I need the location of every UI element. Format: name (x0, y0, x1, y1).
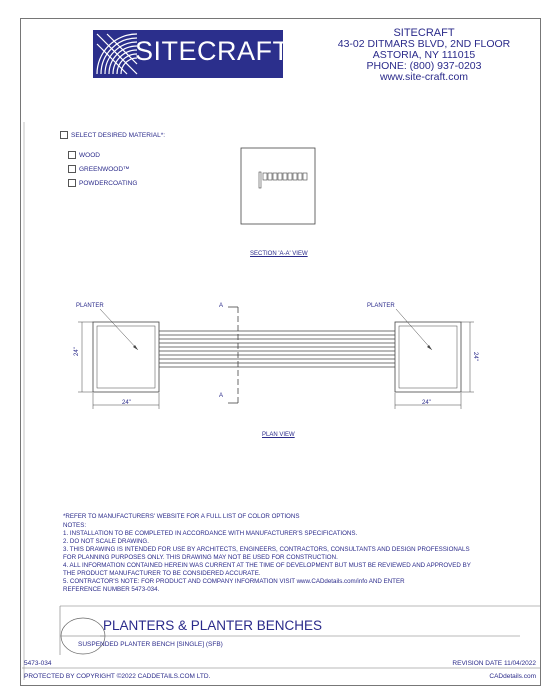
company-website[interactable]: www.site-craft.com (379, 71, 469, 83)
material-option-powdercoating[interactable] (68, 179, 137, 187)
material-heading-checkbox[interactable] (60, 131, 68, 139)
planter-left-label: PLANTER (76, 303, 104, 309)
logo-wordmark: SITECRAFT (135, 36, 290, 66)
drawing-title: PLANTERS & PLANTER BENCHES (103, 618, 323, 633)
section-view-drawing (240, 145, 320, 230)
left-planter-outer (93, 322, 159, 392)
material-heading: SELECT DESIRED MATERIAL*: (71, 131, 166, 139)
planter-right-label: PLANTER (367, 303, 395, 309)
note-line: 3. THIS DRAWING IS INTENDED FOR USE BY ARCHITECTS, ENGINEERS, CONTRACTORS, CONSULTANTS AND DESIGN PROFESSIONALS (63, 546, 470, 553)
sitecraft-logo (93, 30, 290, 78)
note-line: 5. CONTRACTOR'S NOTE: FOR PRODUCT AND COMPANY INFORMATION VISIT www.CADdetails.com/info AND ENTER (63, 578, 405, 585)
greenwood-checkbox[interactable] (68, 165, 76, 173)
reference-number: 5473-034 (24, 660, 52, 667)
plan-view-label: PLAN VIEW (262, 432, 295, 438)
note-line: THE PRODUCT MANUFACTURER TO BE CONSIDERED ACCURATE. (63, 570, 261, 577)
dim-right-width: 24" (422, 400, 431, 406)
company-info (324, 28, 524, 83)
material-heading-row (60, 131, 165, 139)
material-option-label: WOOD (79, 151, 100, 159)
company-address-line1: 43-02 DITMARS BLVD, 2ND FLOOR (337, 38, 511, 50)
wood-checkbox[interactable] (68, 151, 76, 159)
note-line: 2. DO NOT SCALE DRAWING. (63, 538, 149, 545)
material-option-wood[interactable] (68, 151, 100, 159)
color-reference-note: *REFER TO MANUFACTURERS' WEBSITE FOR A FULL LIST OF COLOR OPTIONS (63, 513, 300, 520)
company-phone: PHONE: (800) 937-0203 (366, 60, 482, 72)
revision-date: REVISION DATE 11/04/2022 (452, 660, 536, 667)
note-line: 1. INSTALLATION TO BE COMPLETED IN ACCORDANCE WITH MANUFACTURER'S SPECIFICATIONS. (63, 530, 358, 537)
copyright-notice: PROTECTED BY COPYRIGHT ©2022 CADDETAILS.COM LTD. (24, 673, 211, 680)
notes-block (63, 513, 471, 594)
section-mark-bottom: A (219, 393, 224, 399)
note-line: REFERENCE NUMBER 5473-034. (63, 586, 160, 593)
material-option-label: POWDERCOATING (79, 179, 138, 187)
company-address-line2: ASTORIA, NY 111015 (372, 49, 476, 61)
notes-heading: NOTES: (63, 522, 87, 529)
section-view-label: SECTION 'A-A' VIEW (250, 251, 308, 257)
drawing-subtitle: SUSPENDED PLANTER BENCH [SINGLE] (SFB) (78, 641, 223, 648)
material-option-label: GREENWOOD™ (79, 165, 130, 173)
dim-left-height: 24" (74, 347, 80, 356)
right-leader-arrow (427, 345, 432, 350)
caddetails-brand[interactable]: CADdetails.com (489, 673, 536, 680)
dim-right-height: 24" (472, 352, 478, 361)
dim-left-width: 24" (122, 400, 131, 406)
section-mark-top: A (219, 303, 224, 309)
note-line: FOR PLANNING PURPOSES ONLY. THIS DRAWING MAY NOT BE USED FOR CONSTRUCTION. (63, 554, 338, 561)
logo-arcs-icon (93, 30, 141, 78)
powdercoating-checkbox[interactable] (68, 179, 76, 187)
material-option-greenwood[interactable] (68, 165, 130, 173)
note-line: 4. ALL INFORMATION CONTAINED HEREIN WAS CURRENT AT THE TIME OF DEVELOPMENT BUT MUST BE REVIEWED AND APPROVED BY (63, 562, 471, 569)
left-planter-inner (97, 326, 155, 388)
company-name: SITECRAFT (393, 27, 455, 39)
right-planter-outer (395, 322, 461, 392)
right-planter-inner (399, 326, 457, 388)
